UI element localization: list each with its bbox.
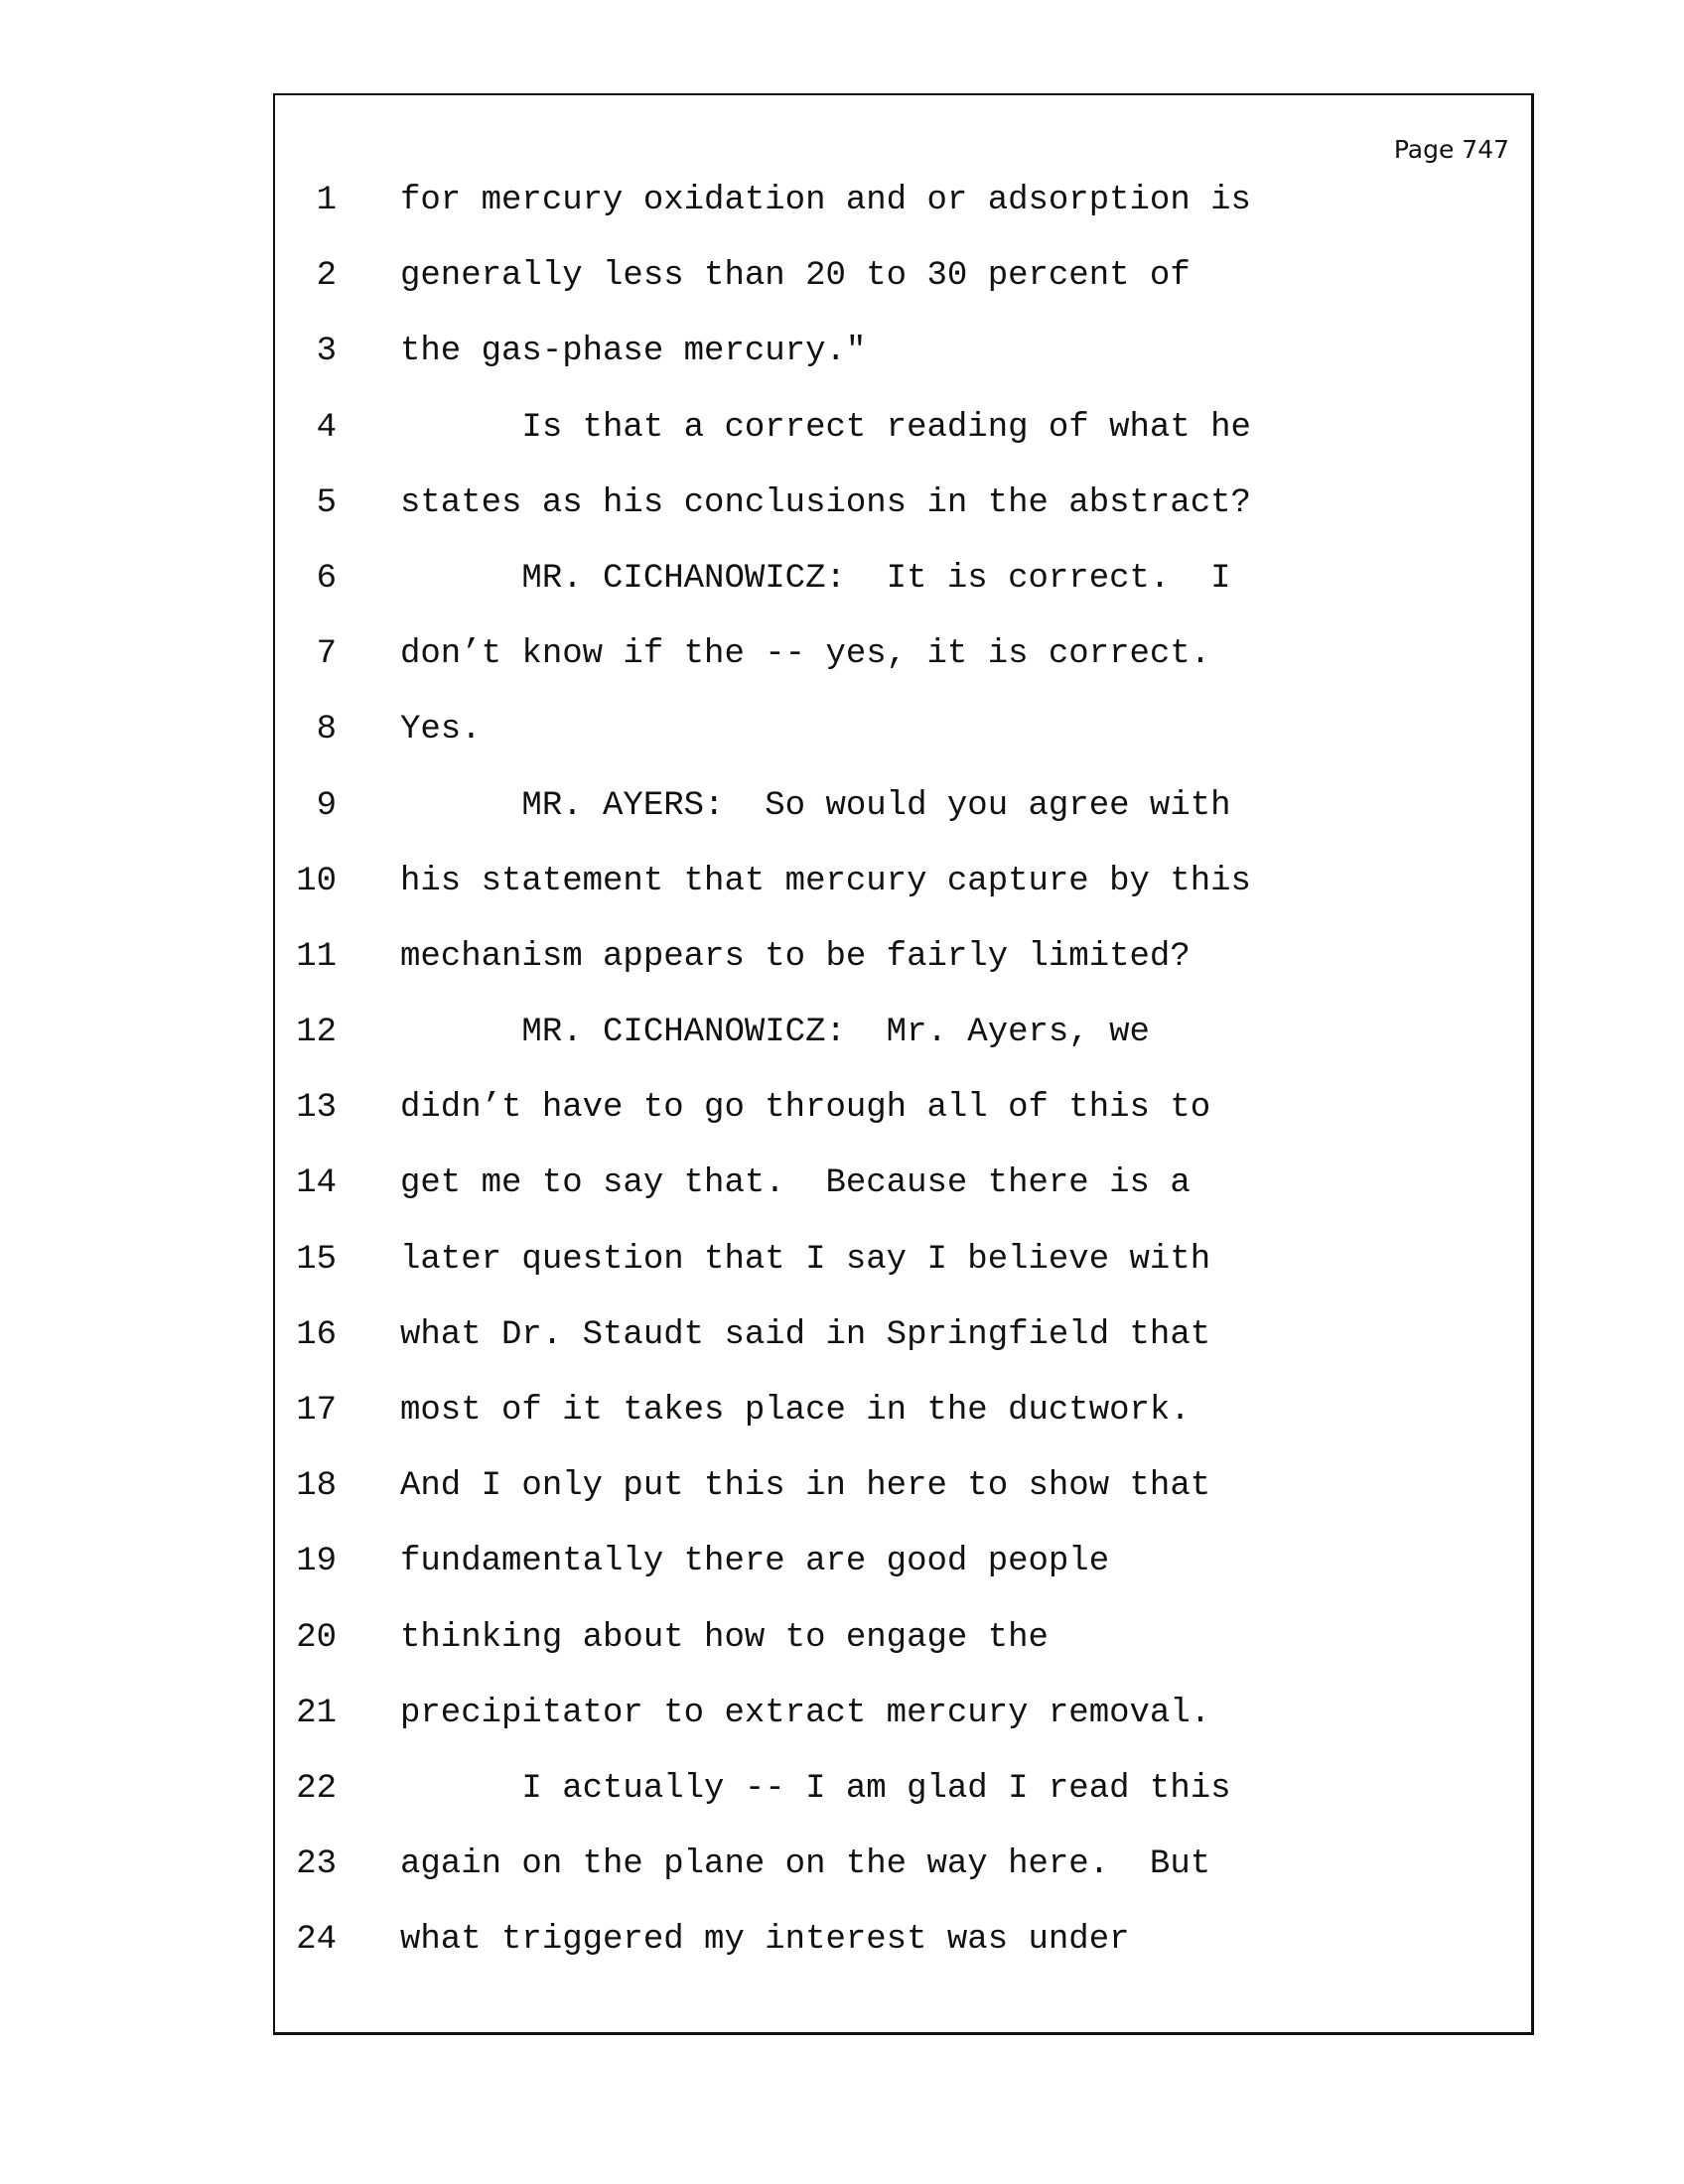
transcript-line xyxy=(275,1146,1531,1221)
line-number: 8 xyxy=(316,711,337,750)
line-text: for mercury oxidation and or adsorption is xyxy=(400,182,1251,219)
line-number: 22 xyxy=(296,1769,337,1808)
line-text: states as his conclusions in the abstract? xyxy=(400,483,1251,522)
transcript-line xyxy=(275,1751,1531,1827)
line-text: later question that I say I believe with xyxy=(400,1240,1211,1279)
transcript-line xyxy=(275,1827,1531,1902)
line-text: what Dr. Staudt said in Springfield that xyxy=(400,1315,1211,1354)
line-number: 12 xyxy=(296,1014,337,1052)
line-text: thinking about how to engage the xyxy=(400,1618,1049,1657)
line-text: And I only put this in here to show that xyxy=(400,1467,1211,1506)
transcript-line xyxy=(275,238,1531,314)
line-text: I actually -- I am glad I read this xyxy=(400,1769,1231,1808)
page-number: Page 747 xyxy=(1393,135,1509,164)
transcript-line xyxy=(275,1297,1531,1373)
transcript-line xyxy=(275,163,1531,238)
line-number: 14 xyxy=(296,1164,337,1203)
line-number: 1 xyxy=(316,182,337,219)
line-text: fundamentally there are good people xyxy=(400,1543,1110,1581)
line-text: get me to say that. Because there is a xyxy=(400,1164,1191,1203)
transcript-line xyxy=(275,314,1531,389)
transcript-line xyxy=(275,1373,1531,1448)
line-number: 21 xyxy=(296,1694,337,1732)
line-text: Is that a correct reading of what he xyxy=(400,408,1251,447)
transcript-line xyxy=(275,616,1531,692)
transcript-page xyxy=(273,93,1534,2035)
line-text: MR. CICHANOWICZ: It is correct. I xyxy=(400,559,1231,598)
line-number: 6 xyxy=(316,559,337,598)
transcript-line xyxy=(275,1902,1531,1978)
line-number: 16 xyxy=(296,1315,337,1354)
line-number: 15 xyxy=(296,1240,337,1279)
line-text: didn’t have to go through all of this to xyxy=(400,1089,1211,1128)
line-number: 7 xyxy=(316,635,337,674)
line-text: mechanism appears to be fairly limited? xyxy=(400,937,1191,976)
line-text: again on the plane on the way here. But xyxy=(400,1845,1211,1884)
line-number: 11 xyxy=(296,937,337,976)
transcript-body xyxy=(275,163,1531,1979)
transcript-line xyxy=(275,1448,1531,1524)
transcript-line xyxy=(275,541,1531,616)
line-number: 9 xyxy=(316,786,337,825)
transcript-line xyxy=(275,919,1531,995)
transcript-line xyxy=(275,692,1531,767)
line-text: his statement that mercury capture by this xyxy=(400,862,1251,900)
transcript-line xyxy=(275,1070,1531,1146)
line-number: 24 xyxy=(296,1921,337,1960)
line-text: most of it takes place in the ductwork. xyxy=(400,1392,1191,1430)
line-text: don’t know if the -- yes, it is correct. xyxy=(400,635,1211,674)
transcript-line xyxy=(275,995,1531,1070)
transcript-line xyxy=(275,390,1531,466)
line-text: the gas-phase mercury." xyxy=(400,333,867,371)
transcript-line xyxy=(275,1524,1531,1599)
line-text: Yes. xyxy=(400,711,482,750)
line-number: 20 xyxy=(296,1618,337,1657)
line-number: 17 xyxy=(296,1392,337,1430)
line-text: MR. CICHANOWICZ: Mr. Ayers, we xyxy=(400,1014,1150,1052)
line-number: 18 xyxy=(296,1467,337,1506)
line-number: 3 xyxy=(316,333,337,371)
line-number: 23 xyxy=(296,1845,337,1884)
line-number: 2 xyxy=(316,257,337,296)
line-text: precipitator to extract mercury removal. xyxy=(400,1694,1211,1732)
transcript-line xyxy=(275,1222,1531,1297)
line-text: MR. AYERS: So would you agree with xyxy=(400,786,1231,825)
line-number: 4 xyxy=(316,408,337,447)
line-number: 5 xyxy=(316,483,337,522)
transcript-line xyxy=(275,1600,1531,1676)
transcript-line xyxy=(275,1676,1531,1751)
transcript-line xyxy=(275,768,1531,844)
line-number: 19 xyxy=(296,1543,337,1581)
line-text: generally less than 20 to 30 percent of xyxy=(400,257,1191,296)
transcript-line xyxy=(275,844,1531,919)
line-number: 13 xyxy=(296,1089,337,1128)
transcript-line xyxy=(275,466,1531,541)
line-text: what triggered my interest was under xyxy=(400,1921,1130,1960)
line-number: 10 xyxy=(296,862,337,900)
